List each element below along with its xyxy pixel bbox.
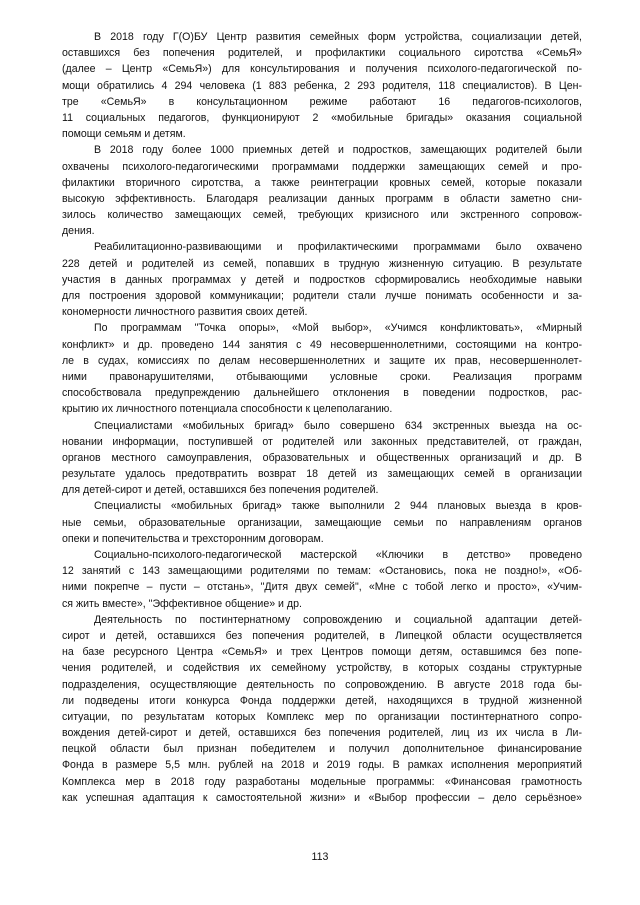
text-line: охвачены психолого-педагогическими программами поддержки замещающих семей и про-: [62, 160, 582, 173]
text-line: В 2018 году Г(О)БУ Центр развития семейных форм устройства, социализации детей,: [94, 31, 582, 43]
paragraph: [62, 239, 582, 320]
text-line: вождения детей-сирот и детей, оставшихся без попечения родителей, лиц из их числа в Ли-: [62, 727, 582, 740]
text-line: ними правонарушителями, отбывающими условные сроки. Реализация программ: [62, 370, 582, 383]
page-number: 113: [311, 851, 329, 863]
text-line: Комплекса мер в 2018 году разработаны модельные программы: «Финансовая грамотность: [62, 775, 582, 788]
text-line: оставшихся без попечения родителей, и профилактики социального сиротства «СемьЯ»: [62, 47, 582, 60]
text-line: органов местного самоуправления, образовательных и общественных организаций и др. В: [62, 451, 582, 464]
text-line: опеки и попечительства и трехсторонним договорам.: [62, 532, 324, 545]
text-line: Деятельность по постинтернатному сопровождению и социальной адаптации детей-: [94, 613, 582, 626]
text-line: для детей-сирот и детей, оставшихся без попечения родителей.: [62, 484, 379, 497]
text-line: мощи обратились 4 294 человека (1 883 ребенка, 2 293 родителя, 118 специалистов). В Цен-: [62, 79, 582, 92]
text-line: как успешная адаптация к самостоятельной жизни» и «Выбор профессии – дело серьёзное»: [62, 791, 582, 804]
body-text: [62, 29, 582, 806]
text-line: крытию их личностного потенциала способности к целеполаганию.: [62, 403, 393, 416]
text-line: кономерности личностного развития своих детей.: [62, 306, 308, 319]
paragraph: [62, 320, 582, 417]
text-line: тре «СемьЯ» в консультационном режиме работают 16 педагогов-психологов,: [62, 95, 582, 108]
text-line: высокую эффективность. Благодаря реализации данных программ в области заметно сни-: [62, 192, 582, 205]
text-line: пецкой области был признан победителем и получил дополнительное финансирование: [62, 743, 582, 756]
paragraph: [62, 142, 582, 239]
text-line: участия в данных программах у детей и подростков сформировались необходимые навыки: [62, 273, 582, 286]
text-line: новании информации, поступившей от родителей или законных представителей, от граждан,: [62, 435, 582, 448]
text-line: чения родителей, и содействия их семейному устройству, в которых созданы структурные: [62, 662, 582, 675]
text-line: конфликт» и др. проведено 144 занятия с 49 несовершеннолетними, состоящими на контро-: [62, 338, 582, 351]
text-line: результате удалось предотвратить возврат 18 детей из замещающих семей в организации: [62, 468, 582, 481]
text-line: Реабилитационно-развивающими и профилактическими программами было охвачено: [94, 241, 582, 254]
text-line: ные семьи, образовательные организации, замещающие семьи по направлениям органов: [62, 516, 582, 529]
text-line: на базе ресурсного Центра «СемьЯ» и трех Центров помощи детям, оставшимся без попе-: [62, 646, 582, 659]
text-line: подразделения, осуществляющие деятельность по сопровождению. В августе 2018 года бы-: [62, 678, 582, 691]
paragraph: [62, 498, 582, 547]
text-line: дения.: [62, 225, 95, 238]
paragraph: [62, 612, 582, 806]
text-line: 12 занятий с 143 замещающими родителями по темам: «Остановись, пока не поздно!», «Об-: [62, 565, 582, 578]
text-line: (далее – Центр «СемьЯ») для консультирования и получения психолого-педагогической по-: [62, 63, 582, 76]
text-line: Фонда в размере 5,5 млн. рублей на 2018 и 2019 годы. В рамках исполнения мероприятий: [62, 759, 582, 772]
text-line: помощи семьям и детям.: [62, 128, 186, 141]
text-line: ле в судах, комиссиях по делам несовершеннолетних и защите их прав, несовершеннолет-: [62, 354, 582, 367]
text-line: способствовала предупреждению дальнейшего отклонения в поведении подростков, рас-: [62, 387, 582, 400]
text-line: 11 социальных педагогов, функционируют 2 «мобильные бригады» оказания социальной: [62, 111, 582, 124]
text-line: По программам "Точка опоры», «Мой выбор», «Учимся конфликтовать», «Мирный: [94, 322, 582, 335]
text-line: Социально-психолого-педагогической мастерской «Ключики в детство» проведено: [94, 549, 582, 561]
text-line: ся жить вместе», "Эффективное общение» и др.: [62, 597, 302, 610]
text-line: 228 детей и родителей из семей, попавших в трудную жизненную ситуацию. В результате: [62, 257, 582, 270]
text-line: ситуации, по результатам которых Комплекс мер по организации постинтернатного сопро-: [62, 710, 582, 723]
text-line: зилось количество замещающих семей, требующих кризисного или экстренного сопровож-: [62, 209, 582, 222]
text-line: Специалистами «мобильных бригад» было совершено 634 экстренных выезда на ос-: [94, 419, 582, 432]
text-line: филактики вторичного сиротства, а также реинтеграции кровных семей, которые показали: [62, 176, 582, 189]
text-line: Специалисты «мобильных бригад» также выполнили 2 944 плановых выезда в кров-: [94, 500, 582, 513]
text-line: В 2018 году более 1000 приемных детей и подростков, замещающих родителей были: [94, 144, 582, 157]
paragraph: [62, 547, 582, 612]
text-line: для построения здоровой коммуникации; родители стали лучше понимать особенности и за-: [62, 290, 582, 302]
text-line: ли подведены итоги конкурса Фонда поддержки детей, находящихся в трудной жизненной: [62, 694, 582, 707]
text-line: ними покрепче – пусти – отстань», "Дитя двух семей", «Мне с тобой легко и просто», «Учим-: [62, 581, 582, 594]
paragraph: [62, 418, 582, 499]
paragraph: [62, 29, 582, 142]
text-line: сирот и детей, оставшихся без попечения родителей, в Липецкой области осуществляется: [62, 629, 582, 642]
